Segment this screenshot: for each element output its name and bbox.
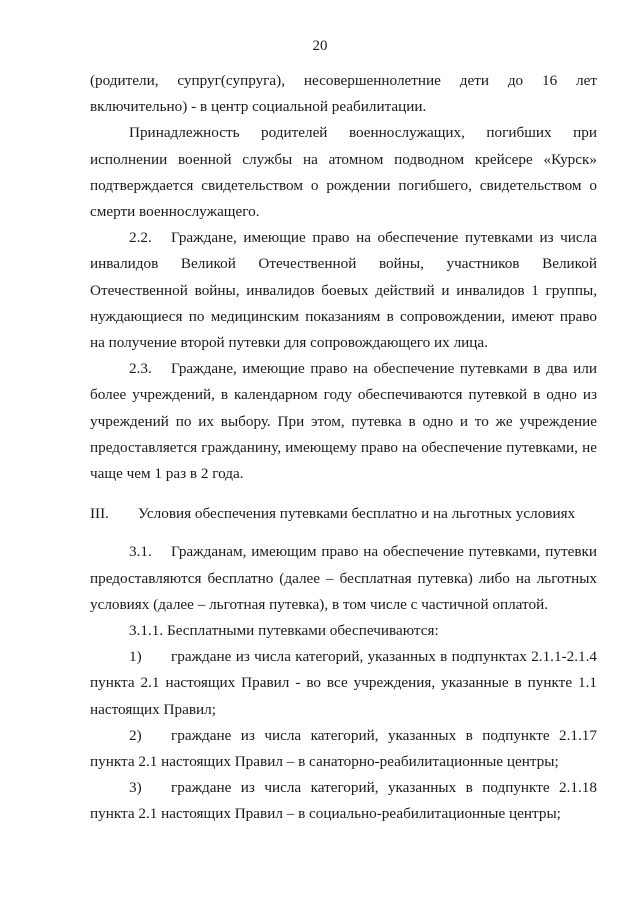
list-item: [90, 723, 597, 775]
section-title: Условия обеспечения путевками бесплатно и на льготных условиях: [138, 505, 576, 523]
clause-text: Граждане, имеющие право на обеспечение путевками из числа инвалидов Великой Отечественной войны, участников Великой Отечественной войны, инвалидов боевых действий и инвалидов 1 группы, нуждающиеся по медицинским показаниям в сопровождении, имеют право на получение второй путевки для сопровождающего их лица.: [90, 229, 597, 352]
paragraph-3-1: [90, 539, 597, 618]
paragraph-kursk: Принадлежность родителей военнослужащих, погибших при исполнении военной службы на атомном подводном крейсере «Курск» подтверждается свидетельством о рождении погибшего, свидетельством о смерти военнослужащего.: [90, 124, 597, 221]
paragraph-2-2: [90, 225, 597, 356]
document-body: [90, 68, 597, 828]
list-item-text: граждане из числа категорий, указанных в подпунктах 2.1.1-2.1.4 пункта 2.1 настоящих Правил - во все учреждения, указанные в пункте 1.1 настоящих Правил;: [90, 648, 597, 718]
page-number: 20: [312, 38, 328, 54]
list-item: [90, 775, 597, 827]
clause-text: Гражданам, имеющим право на обеспечение путевками, путевки предоставляются бесплатно (далее – бесплатная путевка) либо на льготных условиях (далее – льготная путевка), в том числе с частичной оплатой.: [90, 543, 597, 613]
list-item-number: 1): [129, 648, 142, 666]
clause-number: 3.1.: [129, 543, 152, 561]
clause-number: 2.2.: [129, 229, 152, 247]
clause-text: Граждане, имеющие право на обеспечение путевками в два или более учреждений, в календарном году обеспечиваются путевкой в одно из учреждений по их выбору. При этом, путевка в одно и то же учреждение предоставляется гражданину, имеющему право на обеспечение путевками, не чаще чем 1 раз в 2 года.: [90, 360, 597, 483]
list-item-text: граждане из числа категорий, указанных в подпункте 2.1.17 пункта 2.1 настоящих Правил – в санаторно-реабилитационные центры;: [90, 726, 597, 771]
section-number: III.: [90, 505, 109, 523]
paragraph-3-1-1: 3.1.1. Бесплатными путевками обеспечиваются:: [129, 622, 439, 640]
list-item-number: 2): [129, 726, 142, 744]
section-heading: [90, 501, 597, 527]
list-item-text: граждане из числа категорий, указанных в подпункте 2.1.18 пункта 2.1 настоящих Правил – в социально-реабилитационные центры;: [90, 779, 597, 823]
clause-number: 2.3.: [129, 360, 152, 378]
list-item: [90, 644, 597, 723]
paragraph-2-3: [90, 356, 597, 487]
list-item-number: 3): [129, 779, 142, 797]
paragraph-continuation: (родители, супруг(супруга), несовершеннолетние дети до 16 лет включительно) - в центр социальной реабилитации.: [90, 72, 597, 116]
